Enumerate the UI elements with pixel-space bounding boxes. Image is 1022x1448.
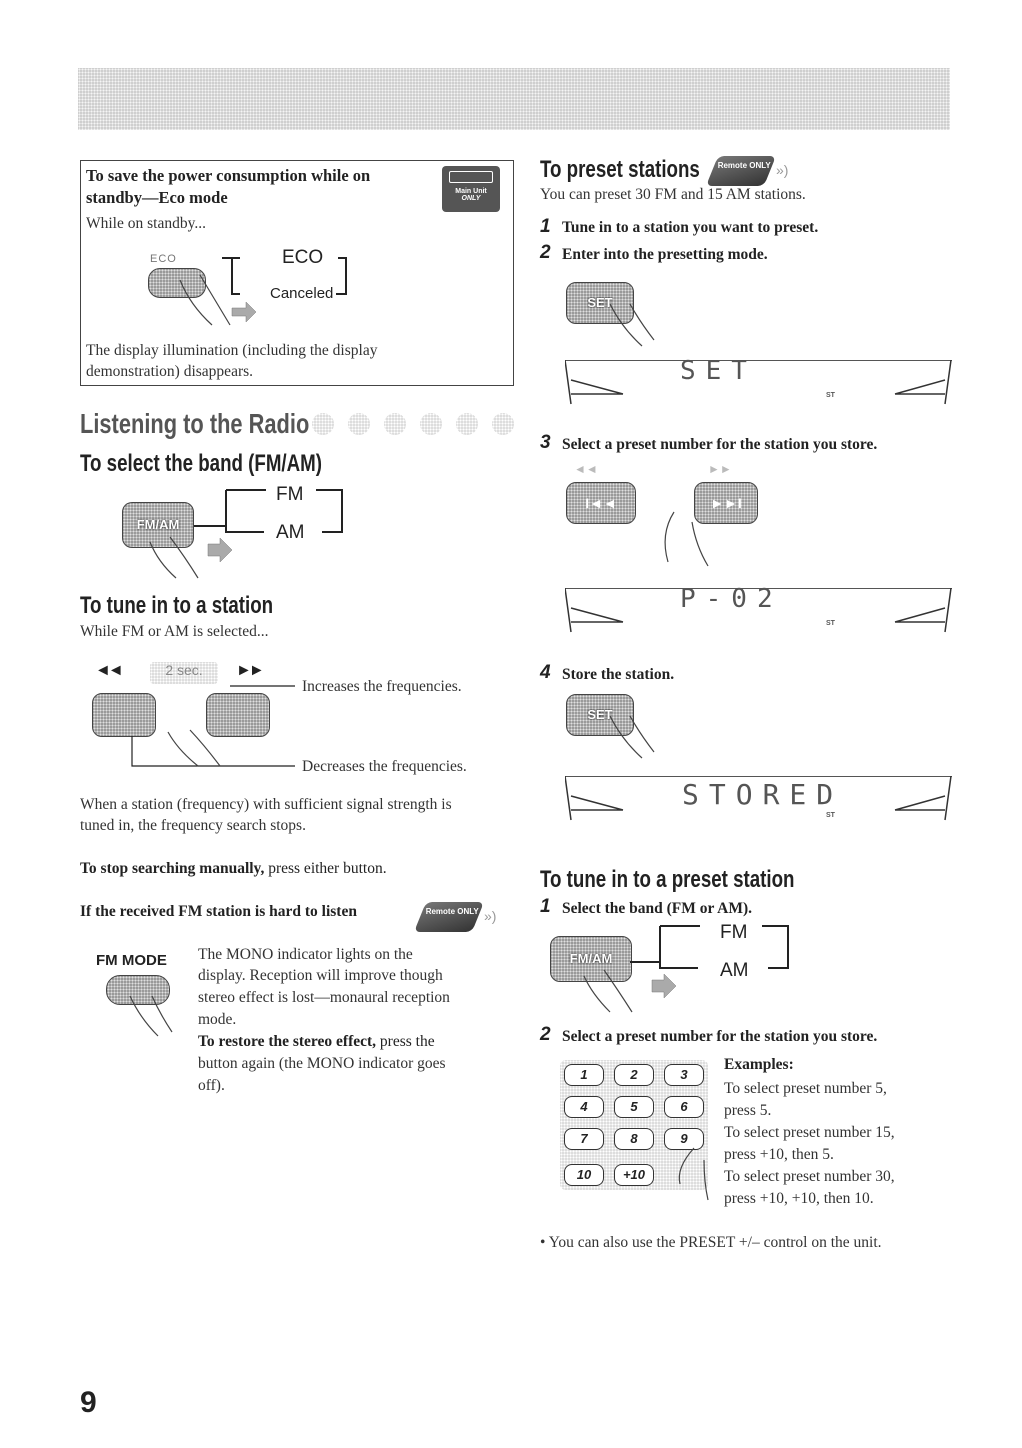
preset-finger — [640, 510, 720, 570]
next-arrow-icon: ►► — [708, 462, 732, 476]
band-option-am: AM — [276, 522, 305, 543]
increases-label: Increases the frequencies. — [302, 678, 462, 695]
example-5: To select preset number 30, — [724, 1168, 895, 1185]
tune-preset-option-am: AM — [720, 960, 749, 981]
key-2[interactable]: 2 — [614, 1064, 654, 1086]
select-band-heading: To select the band (FM/AM) — [80, 450, 322, 477]
key-10[interactable]: 10 — [564, 1164, 604, 1186]
eco-on-label: ECO — [282, 247, 324, 268]
mono-text-3: stereo effect is lost—monaural reception — [198, 989, 450, 1006]
display-stored-st: ST — [826, 812, 835, 819]
display-set-frame — [565, 360, 952, 410]
tune-note-2: tuned in, the frequency search stops. — [80, 817, 306, 834]
display-p02-text: P-02 — [680, 584, 783, 614]
set-finger-1 — [600, 300, 660, 350]
tune-preset-option-fm: FM — [720, 922, 748, 943]
preset-heading: To preset stations — [540, 156, 700, 183]
hold-2sec-badge: 2 sec. — [150, 662, 218, 684]
fm-mode-label: FM MODE — [96, 952, 167, 969]
keypad-finger — [664, 1144, 714, 1204]
mono-text-2: display. Reception will improve though — [198, 967, 443, 984]
fm-am-button-2[interactable]: FM/AM — [550, 936, 632, 982]
tune-heading: To tune in to a station — [80, 592, 274, 619]
weak-station-heading: If the received FM station is hard to listen — [80, 903, 357, 920]
preset-remote-only-icon: Remote ONLY — [706, 156, 776, 186]
preset-step3-number: 3 — [540, 432, 551, 453]
tune-diagram-lines — [120, 680, 310, 770]
signal-icon: ») — [484, 908, 497, 924]
stop-searching-bold: To stop searching manually, — [80, 860, 265, 877]
forward-arrow: ►► — [236, 662, 262, 679]
prev-arrow-icon: ◄◄ — [574, 462, 598, 476]
restore-bold: To restore the stereo effect, — [198, 1033, 377, 1050]
key-6[interactable]: 6 — [664, 1096, 704, 1118]
stop-searching-text — [80, 858, 387, 879]
set-button-2[interactable]: SET — [566, 694, 634, 736]
set-finger-2 — [600, 712, 660, 762]
key-plus10[interactable]: +10 — [614, 1164, 654, 1186]
key-9[interactable]: 9 — [664, 1128, 704, 1150]
restore-text-3: off). — [198, 1077, 225, 1094]
tune-preset-step2: Select a preset number for the station you store. — [562, 1028, 878, 1045]
tune-preset-step1: Select the band (FM or AM). — [562, 900, 752, 917]
set-button-1[interactable]: SET — [566, 282, 634, 324]
example-6: press +10, +10, then 10. — [724, 1190, 874, 1207]
remote-only-icon: Remote ONLY — [414, 902, 484, 932]
example-2: press 5. — [724, 1102, 772, 1119]
eco-title-1: To save the power consumption while on — [86, 166, 371, 185]
next-preset-button[interactable]: ►►I — [694, 482, 758, 524]
eco-button-label: ECO — [150, 253, 177, 265]
eco-intro: While on standby... — [86, 215, 206, 232]
preset-step4-number: 4 — [540, 662, 551, 683]
preset-step2-number: 2 — [540, 242, 551, 263]
eco-canceled-label: Canceled — [270, 285, 334, 302]
band-option-fm: FM — [276, 484, 304, 505]
page-number: 9 — [80, 1386, 97, 1419]
display-set-st: ST — [826, 392, 835, 399]
tune-preset-diagram-lines — [574, 918, 804, 1018]
section-title-dots — [312, 413, 514, 435]
example-4: press +10, then 5. — [724, 1146, 834, 1163]
key-3[interactable]: 3 — [664, 1064, 704, 1086]
eco-note-2: demonstration) disappears. — [86, 363, 254, 380]
eco-title-2: standby—Eco mode — [86, 188, 228, 207]
display-stored-text: STORED — [682, 778, 844, 811]
restore-rest: press the — [379, 1033, 435, 1050]
stop-searching-rest: press either button. — [268, 860, 387, 877]
preset-step4: Store the station. — [562, 666, 675, 683]
preset-signal-icon: ») — [776, 162, 789, 178]
decreases-label: Decreases the frequencies. — [302, 758, 467, 775]
tune-preset-step1-number: 1 — [540, 896, 551, 917]
mono-text-4: mode. — [198, 1011, 237, 1028]
prev-preset-button[interactable]: I◄◄ — [566, 482, 636, 524]
example-1: To select preset number 5, — [724, 1080, 887, 1097]
restore-text — [198, 1031, 435, 1052]
preset-step2: Enter into the presetting mode. — [562, 246, 768, 263]
mono-text-1: The MONO indicator lights on the — [198, 946, 413, 963]
display-set-text: SET — [680, 356, 757, 386]
footnote: • You can also use the PRESET +/– control on the unit. — [540, 1234, 882, 1251]
fm-mode-finger — [120, 992, 180, 1042]
tune-preset-step2-number: 2 — [540, 1024, 551, 1045]
display-p02-st: ST — [826, 620, 835, 627]
eco-note-1: The display illumination (including the display — [86, 342, 378, 359]
restore-text-2: button again (the MONO indicator goes — [198, 1055, 446, 1072]
key-5[interactable]: 5 — [614, 1096, 654, 1118]
preset-step1: Tune in to a station you want to preset. — [562, 219, 819, 236]
band-diagram-lines — [140, 482, 360, 582]
preset-step3: Select a preset number for the station you store. — [562, 436, 878, 453]
example-3: To select preset number 15, — [724, 1124, 895, 1141]
section-title: Listening to the Radio — [80, 408, 310, 439]
header-band — [78, 68, 950, 130]
rewind-arrow: ◄◄ — [95, 662, 121, 679]
tune-intro: While FM or AM is selected... — [80, 623, 269, 640]
key-8[interactable]: 8 — [614, 1128, 654, 1150]
preset-intro: You can preset 30 FM and 15 AM stations. — [540, 186, 806, 203]
examples-title: Examples: — [724, 1056, 794, 1073]
fm-am-button[interactable]: FM/AM — [122, 502, 194, 548]
tune-note-1: When a station (frequency) with sufficient signal strength is — [80, 796, 452, 813]
key-7[interactable]: 7 — [564, 1128, 604, 1150]
preset-step1-number: 1 — [540, 216, 551, 237]
key-4[interactable]: 4 — [564, 1096, 604, 1118]
main-unit-only-icon: Main Unit ONLY — [442, 166, 500, 212]
tune-preset-heading: To tune in to a preset station — [540, 866, 795, 893]
key-1[interactable]: 1 — [564, 1064, 604, 1086]
